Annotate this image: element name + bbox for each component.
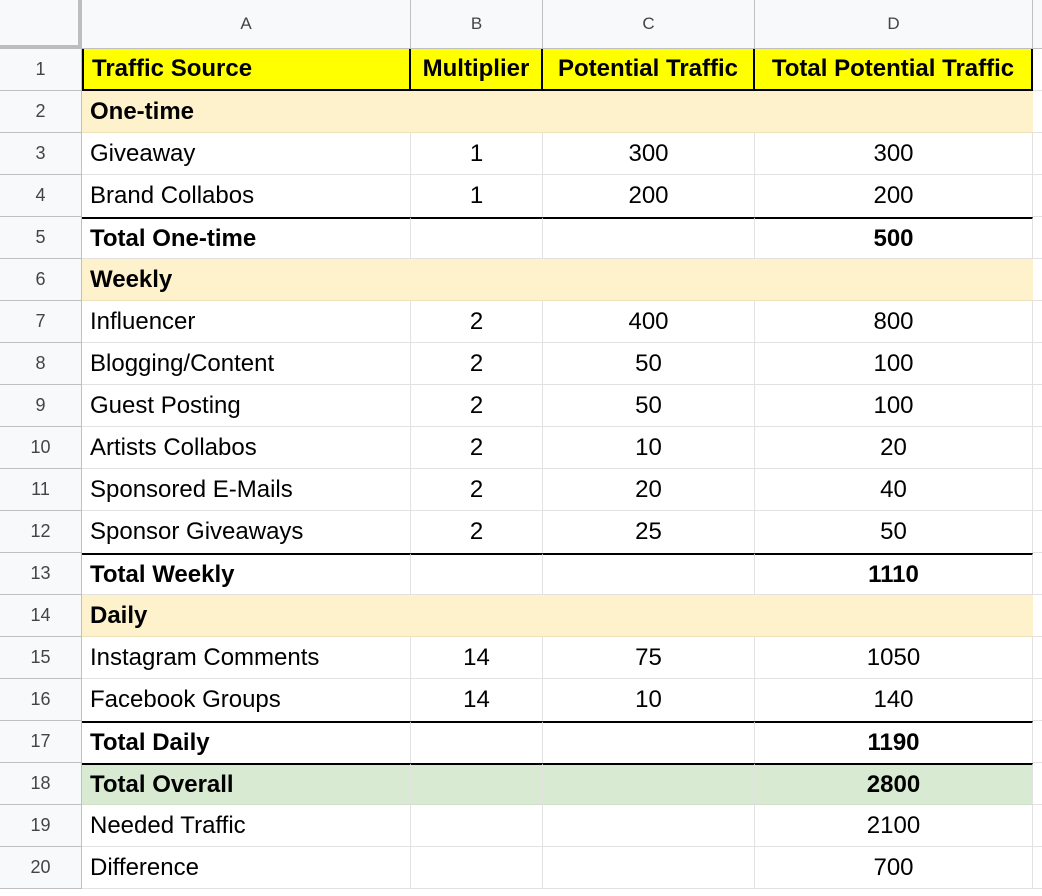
total-cell-multiplier[interactable] bbox=[411, 217, 543, 259]
header-cell-potential-traffic[interactable]: Potential Traffic bbox=[543, 49, 755, 91]
cell-e20[interactable] bbox=[1033, 847, 1042, 889]
total-cell-value[interactable]: 500 bbox=[755, 217, 1033, 259]
cell-e18[interactable] bbox=[1033, 763, 1042, 805]
table-cell-source[interactable]: Needed Traffic bbox=[82, 805, 411, 847]
cell-e3[interactable] bbox=[1033, 133, 1042, 175]
row-header-17[interactable]: 17 bbox=[0, 721, 82, 763]
cell-e14[interactable] bbox=[1033, 595, 1042, 637]
table-cell-source[interactable]: Instagram Comments bbox=[82, 637, 411, 679]
table-cell-multiplier[interactable] bbox=[411, 805, 543, 847]
table-cell-multiplier[interactable]: 2 bbox=[411, 385, 543, 427]
row-header-9[interactable]: 9 bbox=[0, 385, 82, 427]
row-header-4[interactable]: 4 bbox=[0, 175, 82, 217]
row-header-14[interactable]: 14 bbox=[0, 595, 82, 637]
section-cell-weekly[interactable]: Weekly bbox=[82, 259, 1033, 301]
table-cell-total[interactable]: 50 bbox=[755, 511, 1033, 553]
total-cell-potential[interactable] bbox=[543, 553, 755, 595]
table-cell-potential[interactable]: 50 bbox=[543, 385, 755, 427]
total-cell-potential[interactable] bbox=[543, 217, 755, 259]
table-cell-source[interactable]: Artists Collabos bbox=[82, 427, 411, 469]
total-cell-multiplier[interactable] bbox=[411, 553, 543, 595]
table-cell-multiplier[interactable]: 2 bbox=[411, 301, 543, 343]
table-cell-source[interactable]: Brand Collabos bbox=[82, 175, 411, 217]
table-cell-multiplier[interactable]: 2 bbox=[411, 469, 543, 511]
header-cell-traffic-source[interactable]: Traffic Source bbox=[82, 49, 411, 91]
cell-e11[interactable] bbox=[1033, 469, 1042, 511]
row-header-8[interactable]: 8 bbox=[0, 343, 82, 385]
total-cell-potential[interactable] bbox=[543, 721, 755, 763]
cell-e16[interactable] bbox=[1033, 679, 1042, 721]
table-cell-total[interactable]: 200 bbox=[755, 175, 1033, 217]
table-cell-multiplier[interactable]: 2 bbox=[411, 427, 543, 469]
table-cell-potential[interactable]: 25 bbox=[543, 511, 755, 553]
table-cell-multiplier[interactable]: 2 bbox=[411, 343, 543, 385]
table-cell-total[interactable]: 1050 bbox=[755, 637, 1033, 679]
table-cell-total[interactable]: 300 bbox=[755, 133, 1033, 175]
table-cell-source[interactable]: Influencer bbox=[82, 301, 411, 343]
total-cell-value[interactable]: 1190 bbox=[755, 721, 1033, 763]
row-header-16[interactable]: 16 bbox=[0, 679, 82, 721]
row-header-1[interactable]: 1 bbox=[0, 49, 82, 91]
row-header-5[interactable]: 5 bbox=[0, 217, 82, 259]
column-header-b[interactable]: B bbox=[411, 0, 543, 49]
total-cell-label[interactable]: Total Daily bbox=[82, 721, 411, 763]
table-cell-multiplier[interactable]: 1 bbox=[411, 175, 543, 217]
row-header-12[interactable]: 12 bbox=[0, 511, 82, 553]
row-header-7[interactable]: 7 bbox=[0, 301, 82, 343]
table-cell-potential[interactable]: 200 bbox=[543, 175, 755, 217]
table-cell-multiplier[interactable]: 14 bbox=[411, 679, 543, 721]
row-header-18[interactable]: 18 bbox=[0, 763, 82, 805]
column-header-a[interactable]: A bbox=[82, 0, 411, 49]
cell-e8[interactable] bbox=[1033, 343, 1042, 385]
cell-e19[interactable] bbox=[1033, 805, 1042, 847]
column-header-c[interactable]: C bbox=[543, 0, 755, 49]
row-header-6[interactable]: 6 bbox=[0, 259, 82, 301]
row-header-19[interactable]: 19 bbox=[0, 805, 82, 847]
cell-e15[interactable] bbox=[1033, 637, 1042, 679]
table-cell-source[interactable]: Guest Posting bbox=[82, 385, 411, 427]
table-cell-total[interactable]: 800 bbox=[755, 301, 1033, 343]
table-cell-total[interactable]: 100 bbox=[755, 385, 1033, 427]
select-all-corner[interactable] bbox=[0, 0, 82, 49]
cell-e10[interactable] bbox=[1033, 427, 1042, 469]
column-header-e[interactable] bbox=[1033, 0, 1042, 49]
column-header-d[interactable]: D bbox=[755, 0, 1033, 49]
table-cell-total[interactable]: 2100 bbox=[755, 805, 1033, 847]
row-header-20[interactable]: 20 bbox=[0, 847, 82, 889]
section-cell-daily[interactable]: Daily bbox=[82, 595, 1033, 637]
table-cell-source[interactable]: Blogging/Content bbox=[82, 343, 411, 385]
grand-total-value[interactable]: 2800 bbox=[755, 763, 1033, 805]
table-cell-total[interactable]: 140 bbox=[755, 679, 1033, 721]
grand-total-potential[interactable] bbox=[543, 763, 755, 805]
table-cell-potential[interactable] bbox=[543, 805, 755, 847]
row-header-13[interactable]: 13 bbox=[0, 553, 82, 595]
table-cell-source[interactable]: Giveaway bbox=[82, 133, 411, 175]
table-cell-source[interactable]: Difference bbox=[82, 847, 411, 889]
grand-total-multiplier[interactable] bbox=[411, 763, 543, 805]
table-cell-potential[interactable] bbox=[543, 847, 755, 889]
table-cell-potential[interactable]: 10 bbox=[543, 427, 755, 469]
table-cell-multiplier[interactable]: 14 bbox=[411, 637, 543, 679]
cell-e17[interactable] bbox=[1033, 721, 1042, 763]
total-cell-label[interactable]: Total Weekly bbox=[82, 553, 411, 595]
cell-e4[interactable] bbox=[1033, 175, 1042, 217]
cell-e5[interactable] bbox=[1033, 217, 1042, 259]
row-header-15[interactable]: 15 bbox=[0, 637, 82, 679]
table-cell-potential[interactable]: 50 bbox=[543, 343, 755, 385]
cell-e1[interactable] bbox=[1033, 49, 1042, 91]
table-cell-potential[interactable]: 20 bbox=[543, 469, 755, 511]
cell-e7[interactable] bbox=[1033, 301, 1042, 343]
table-cell-potential[interactable]: 10 bbox=[543, 679, 755, 721]
cell-e9[interactable] bbox=[1033, 385, 1042, 427]
table-cell-source[interactable]: Facebook Groups bbox=[82, 679, 411, 721]
table-cell-potential[interactable]: 300 bbox=[543, 133, 755, 175]
table-cell-multiplier[interactable]: 2 bbox=[411, 511, 543, 553]
table-cell-potential[interactable]: 75 bbox=[543, 637, 755, 679]
total-cell-value[interactable]: 1110 bbox=[755, 553, 1033, 595]
cell-e2[interactable] bbox=[1033, 91, 1042, 133]
cell-e12[interactable] bbox=[1033, 511, 1042, 553]
row-header-10[interactable]: 10 bbox=[0, 427, 82, 469]
table-cell-source[interactable]: Sponsored E-Mails bbox=[82, 469, 411, 511]
total-cell-multiplier[interactable] bbox=[411, 721, 543, 763]
table-cell-total[interactable]: 20 bbox=[755, 427, 1033, 469]
table-cell-potential[interactable]: 400 bbox=[543, 301, 755, 343]
header-cell-multiplier[interactable]: Multiplier bbox=[411, 49, 543, 91]
table-cell-total[interactable]: 40 bbox=[755, 469, 1033, 511]
row-header-11[interactable]: 11 bbox=[0, 469, 82, 511]
table-cell-total[interactable]: 700 bbox=[755, 847, 1033, 889]
grand-total-label[interactable]: Total Overall bbox=[82, 763, 411, 805]
total-cell-label[interactable]: Total One-time bbox=[82, 217, 411, 259]
section-cell-one-time[interactable]: One-time bbox=[82, 91, 1033, 133]
cell-e6[interactable] bbox=[1033, 259, 1042, 301]
table-cell-multiplier[interactable]: 1 bbox=[411, 133, 543, 175]
table-cell-multiplier[interactable] bbox=[411, 847, 543, 889]
row-header-2[interactable]: 2 bbox=[0, 91, 82, 133]
table-cell-source[interactable]: Sponsor Giveaways bbox=[82, 511, 411, 553]
cell-e13[interactable] bbox=[1033, 553, 1042, 595]
table-cell-total[interactable]: 100 bbox=[755, 343, 1033, 385]
header-cell-total-potential-traffic[interactable]: Total Potential Traffic bbox=[755, 49, 1033, 91]
row-header-3[interactable]: 3 bbox=[0, 133, 82, 175]
